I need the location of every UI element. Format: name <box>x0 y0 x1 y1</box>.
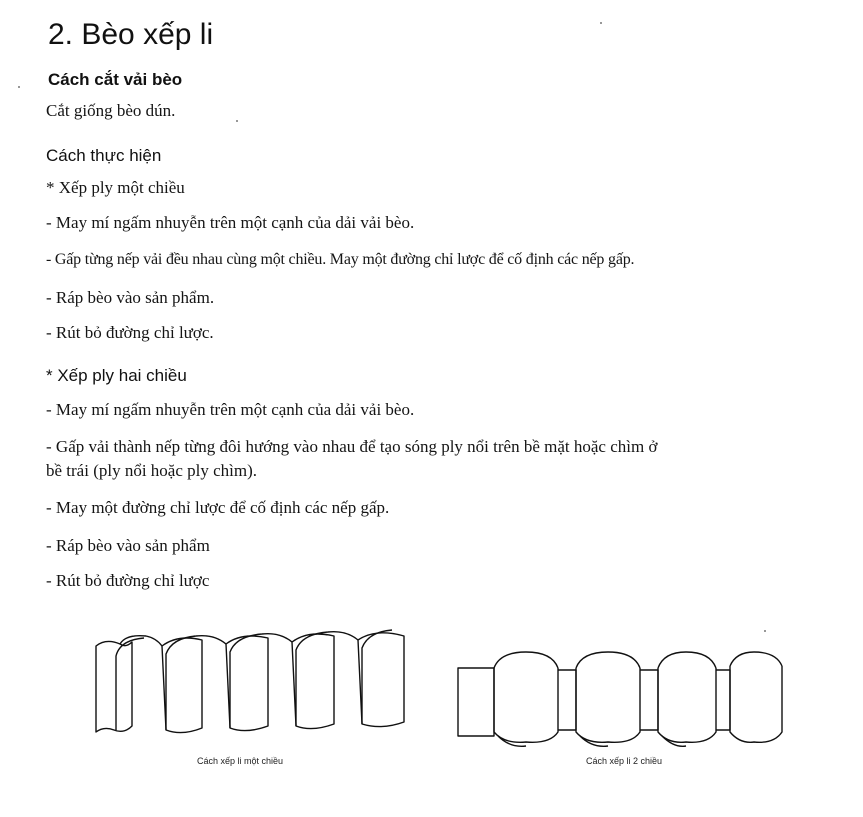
cut-section-text: Cắt giống bèo dún. <box>46 101 176 120</box>
cut-section-heading: Cách cắt vải bèo <box>48 70 183 89</box>
two-way-step-2-cont: bề trái (ply nổi hoặc ply chìm). <box>46 461 258 480</box>
box-pleat <box>494 652 558 746</box>
two-way-step-1: - May mí ngấm nhuyễn trên một cạnh của dải vải bèo. <box>46 400 415 419</box>
one-way-step-4: - Rút bỏ đường chỉ lược. <box>46 323 214 342</box>
pleat-panel <box>292 632 358 729</box>
scan-speck <box>764 630 766 632</box>
pleat-panel <box>358 630 404 727</box>
one-way-caption: Cách xếp li một chiều <box>197 756 284 766</box>
two-way-caption: Cách xếp li 2 chiều <box>586 756 663 766</box>
one-way-heading: * Xếp ply một chiều <box>46 178 185 197</box>
box-pleat <box>576 652 640 746</box>
page-title: 2. Bèo xếp li <box>48 18 214 51</box>
one-way-step-3: - Ráp bèo vào sản phẩm. <box>46 288 215 307</box>
two-way-step-4: - Ráp bèo vào sản phẩm <box>46 536 210 555</box>
scan-speck <box>236 120 238 122</box>
two-way-step-3: - May một đường chỉ lược để cố định các nếp gấp. <box>46 498 390 517</box>
scan-speck <box>600 22 602 24</box>
two-way-heading: * Xếp ply hai chiều <box>46 366 187 385</box>
two-way-pleat-figure <box>454 640 786 750</box>
pleat-panel <box>96 636 162 732</box>
one-way-step-1: - May mí ngấm nhuyễn trên một cạnh của dải vải bèo. <box>46 213 415 232</box>
one-way-step-2: - Gấp từng nếp vải đều nhau cùng một chiều. May một đường chỉ lược để cố định các nếp gấp. <box>46 251 635 268</box>
box-pleat <box>658 652 716 746</box>
two-way-step-5: - Rút bỏ đường chỉ lược <box>46 571 210 590</box>
one-way-pleat-figure <box>86 626 416 746</box>
pleat-panel <box>226 634 292 731</box>
two-way-step-2: - Gấp vải thành nếp từng đôi hướng vào nhau để tạo sóng ply nổi trên bề mặt hoặc chìm ở <box>46 437 658 456</box>
scan-speck <box>18 86 20 88</box>
box-pleat <box>730 652 782 742</box>
pleat-panel <box>162 636 226 733</box>
method-section-heading: Cách thực hiện <box>46 146 162 165</box>
